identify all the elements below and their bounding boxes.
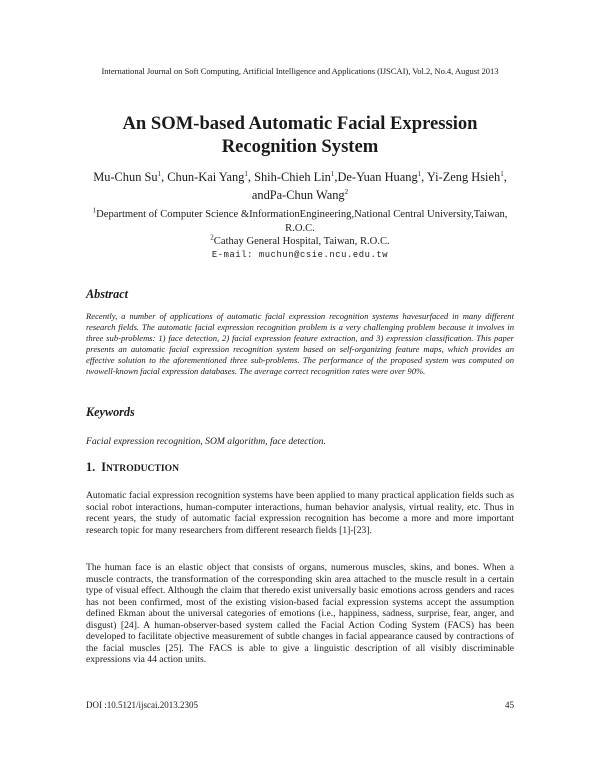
author: Yi-Zeng Hsieh — [426, 170, 501, 184]
intro-paragraph-2: The human face is an elastic object that consists of organs, numerous muscles, skins, and bones. When a muscle contracts, the transformation of the corresponding skin area attached to the muscle result in a certain type of visual effect. Although the claim that theredo exist universally basic emotions across genders and races has not been confirmed, most of the existing vision-based facial expression systems accept the assumption defined Ekman about the universal categories of emotions (i.e., happiness, sadness, surprise, fear, anger, and disgust) [24]. A human-observer-based system called the Facial Action Coding System (FACS) has been developed to facilitate objective measurement of subtle changes in facial appearance caused by contractions of the facial muscles [25]. The FACS is able to give a linguistic description of all visibly discriminable expressions via 44 action units. — [86, 562, 514, 665]
keywords-text: Facial expression recognition, SOM algorithm, face detection. — [86, 436, 326, 447]
author: andPa-Chun Wang — [251, 188, 345, 202]
author: Chun-Kai Yang — [167, 170, 245, 184]
paper-title — [60, 112, 540, 158]
abstract-text: Recently, a number of applications of automatic facial expression recognition systems havesurfaced in many different research fields. The automatic facial expression recognition problem is a very challenging problem because it involves in three sub-problems: 1) face detection, 2) facial expression feature extraction, and 3) expression classification. This paper presents an automatic facial expression recognition system based on self-organizing feature maps, which provides an effective solution to the aforementioned three sub-problems. The performance of the proposed system was computed on twowell-known facial expression databases. The average correct recognition rates were over 90%. — [86, 311, 514, 377]
journal-header: International Journal on Soft Computing, Artificial Intelligence and Applications (IJSCAI), Vol.2, No.4, August 2013 — [101, 66, 499, 76]
author: Shih-Chieh Lin — [254, 170, 331, 184]
author-sup: 1 — [244, 169, 248, 178]
author-separator: , — [503, 170, 507, 184]
author-separator: , — [421, 170, 427, 184]
author: De-Yuan Huang — [337, 170, 418, 184]
keywords-heading: Keywords — [86, 405, 135, 419]
title-line-1: An SOM-based Automatic Facial Expression — [122, 113, 478, 134]
author-separator: , — [334, 170, 338, 184]
affiliation-text: Cathay General Hospital, Taiwan, R.O.C. — [213, 236, 390, 247]
page-number: 45 — [505, 700, 514, 710]
affiliations — [90, 208, 510, 262]
affiliation-1 — [90, 208, 510, 235]
author-sup: 1 — [330, 169, 335, 178]
author-list — [80, 168, 520, 204]
affiliation-sup: 1 — [92, 206, 97, 215]
section-heading-introduction — [86, 460, 179, 475]
email-address: E-mail: muchun@csie.ncu.edu.tw — [211, 249, 389, 260]
abstract-heading: Abstract — [86, 287, 128, 301]
affiliation-2 — [90, 235, 510, 249]
title-line-2: Recognition System — [221, 136, 379, 157]
section-title-rest: NTRODUCTION — [105, 463, 180, 474]
section-number: 1. — [86, 460, 96, 474]
author-sup: 1 — [157, 169, 162, 178]
affiliation-sup: 2 — [210, 233, 214, 242]
author-separator: , — [161, 170, 168, 184]
intro-paragraph-1: Automatic facial expression recognition systems have been applied to many practical application fields such as social robot interactions, human-computer interactions, human behavior analysis, virtual reality, etc. Thus in recent years, the study of automatic facial expression recognition has become a more and more important research topic for many researchers from different research fields [1]-[23]. — [86, 490, 514, 536]
doi-footer: DOI :10.5121/ijscai.2013.2305 — [86, 700, 198, 710]
author-sup: 1 — [417, 169, 422, 178]
author-sup: 2 — [344, 187, 349, 196]
affiliation-text: Department of Computer Science &InformationEngineering,National Central University,Taiwan, R.O.C. — [96, 209, 508, 234]
section-title-initial: I — [101, 460, 106, 474]
author: Mu-Chun Su — [93, 170, 158, 184]
author-separator: , — [247, 170, 255, 184]
author-sup: 1 — [500, 169, 504, 178]
